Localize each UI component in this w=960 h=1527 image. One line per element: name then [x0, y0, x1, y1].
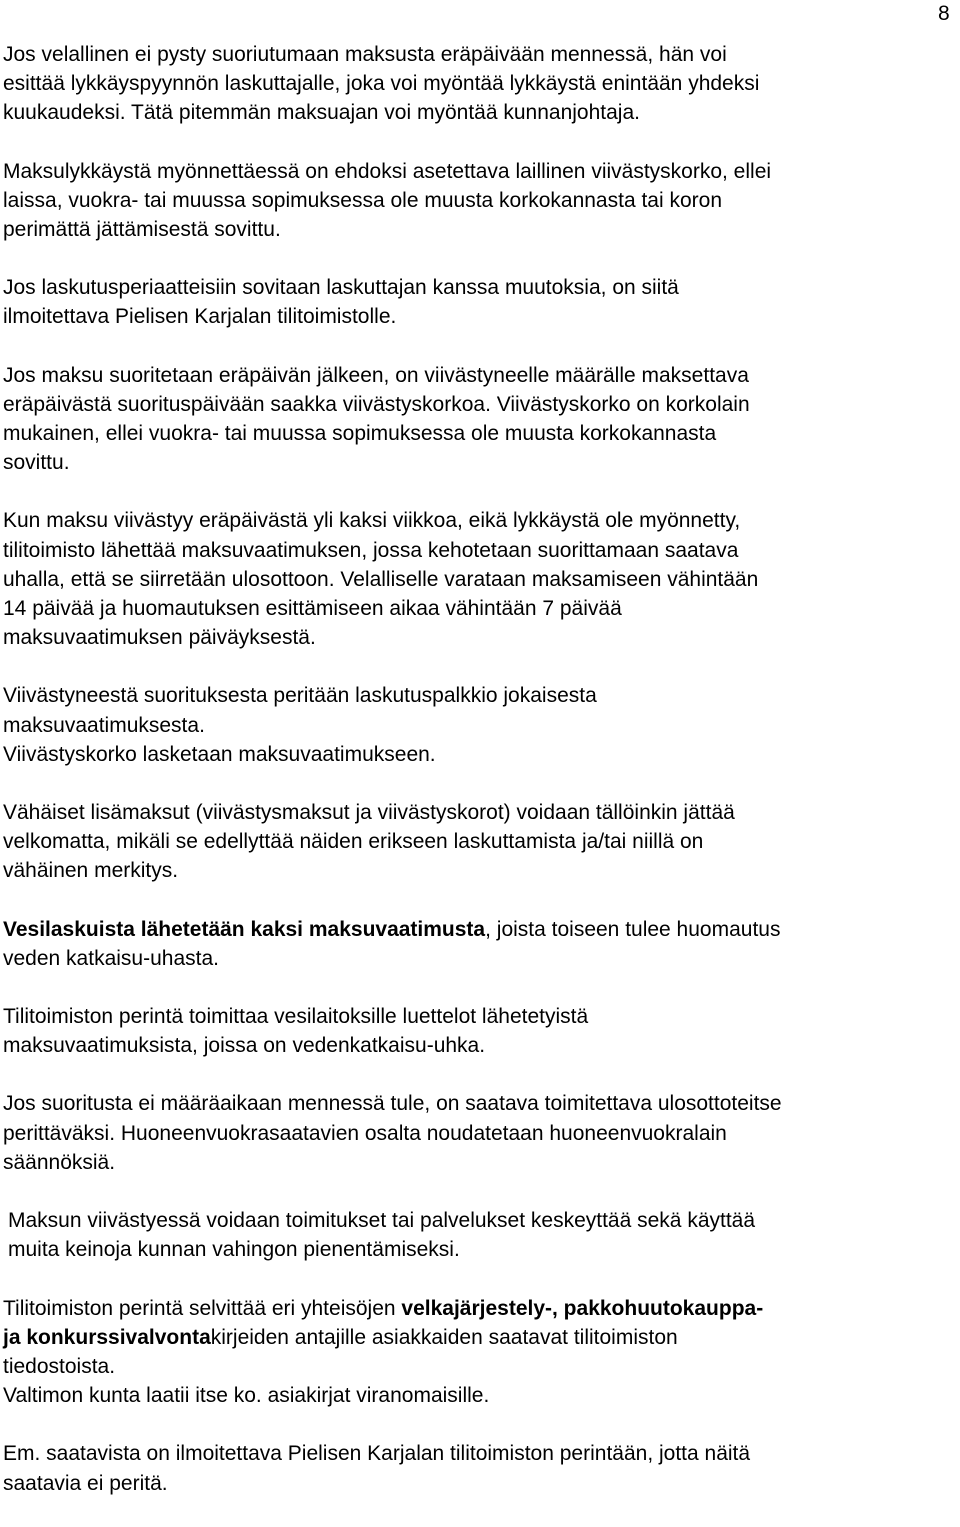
paragraph-water-list [3, 1002, 958, 1060]
text-line: uhalla, että se siirretään ulosottoon. Velalliselle varataan maksamiseen vähintään [3, 567, 759, 591]
paragraph-billing-fee [3, 681, 958, 769]
paragraph-late-interest [3, 361, 958, 478]
text-line: maksuvaatimuksen päiväyksestä. [3, 626, 316, 650]
text-line: veden katkaisu-uhasta. [3, 946, 219, 970]
text-line: vähäinen merkitys. [3, 859, 179, 883]
paragraph-deferral-request [3, 40, 958, 128]
document-body [3, 40, 958, 1527]
text-line: tiedostoista. [3, 1354, 116, 1378]
text-line: Viivästyneestä suorituksesta peritään laskutuspalkkio jokaisesta [3, 684, 597, 708]
paragraph-enforcement [3, 1089, 958, 1177]
text-span: , joista toiseen tulee huomautus [485, 917, 781, 941]
text-line: Viivästyskorko lasketaan maksuvaatimukseen. [3, 742, 436, 766]
bold-text: Vesilaskuista lähetetään kaksi maksuvaatimusta [3, 917, 486, 941]
text-line: Maksun viivästyessä voidaan toimitukset tai palvelukset keskeyttää sekä käyttää [8, 1209, 756, 1233]
text-line: Valtimon kunta laatii itse ko. asiakirjat viranomaisille. [3, 1384, 490, 1408]
text-line: esittää lykkäyspyynnön laskuttajalle, joka voi myöntää lykkäystä enintään yhdeksi [3, 72, 760, 96]
bold-text: velkajärjestely-, pakkohuutokauppa- [401, 1296, 764, 1320]
page-number: 8 [938, 2, 950, 25]
bold-text: ja konkurssivalvonta [3, 1325, 211, 1349]
paragraph-minor-charges [3, 798, 958, 886]
text-line: kuukaudeksi. Tätä pitemmän maksuajan voi myöntää kunnanjohtaja. [3, 101, 640, 125]
text-line [3, 1294, 958, 1323]
text-line: perittäväksi. Huoneenvuokrasaatavien osalta noudatetaan huoneenvuokralain [3, 1121, 727, 1145]
text-line: muita keinoja kunnan vahingon pienentämiseksi. [8, 1238, 460, 1262]
text-line: Em. saatavista on ilmoitettava Pielisen Karjalan tilitoimiston perintään, jotta näitä [3, 1442, 751, 1466]
text-line: laissa, vuokra- tai muussa sopimuksessa ole muusta korkokannasta tai koron [3, 188, 723, 212]
paragraph-water-bills [3, 915, 958, 973]
text-line: Vähäiset lisämaksut (viivästysmaksut ja viivästyskorot) voidaan tällöinkin jättää [3, 801, 735, 825]
paragraph-collection-notice [3, 1439, 958, 1497]
paragraph-service-suspension [3, 1206, 958, 1264]
text-line: ilmoitettava Pielisen Karjalan tilitoimistolle. [3, 305, 397, 329]
text-line: tilitoimisto lähettää maksuvaatimuksen, jossa kehotetaan suorittamaan saatava [3, 538, 739, 562]
text-line: Tilitoimiston perintä toimittaa vesilaitoksille luettelot lähetetyistä [3, 1005, 589, 1029]
text-line: perimättä jättämisestä sovittu. [3, 218, 281, 242]
paragraph-debt-statements [3, 1294, 958, 1411]
text-line: velkomatta, mikäli se edellyttää näiden erikseen laskuttamista ja/tai niillä on [3, 830, 704, 854]
text-line: Maksulykkäystä myönnettäessä on ehdoksi asetettava laillinen viivästyskorko, ellei [3, 159, 772, 183]
text-span: Tilitoimiston perintä selvittää eri yhteisöjen [3, 1296, 402, 1320]
text-line [3, 1323, 958, 1352]
paragraph-deferral-interest [3, 157, 958, 245]
text-line: Jos maksu suoritetaan eräpäivän jälkeen, on viivästyneelle määrälle maksettava [3, 363, 749, 387]
text-line: säännöksiä. [3, 1150, 116, 1174]
text-line: Jos velallinen ei pysty suoriutumaan maksusta eräpäivään mennessä, hän voi [3, 43, 727, 66]
text-line: maksuvaatimuksesta. [3, 713, 205, 737]
text-line: maksuvaatimuksista, joissa on vedenkatkaisu-uhka. [3, 1034, 486, 1058]
paragraph-payment-demand [3, 506, 958, 652]
text-line: eräpäivästä suorituspäivään saakka viivästyskorkoa. Viivästyskorko on korkolain [3, 392, 750, 416]
text-line: sovittu. [3, 451, 70, 475]
text-line: mukainen, ellei vuokra- tai muussa sopimuksessa ole muusta korkokannasta [3, 422, 717, 446]
paragraph-billing-changes [3, 273, 958, 331]
text-line: 14 päivää ja huomautuksen esittämiseen aikaa vähintään 7 päivää [3, 597, 622, 621]
text-span: kirjeiden antajille asiakkaiden saatavat tilitoimiston [210, 1325, 678, 1349]
text-line [3, 915, 958, 944]
text-line: saatavia ei peritä. [3, 1471, 168, 1495]
text-line: Jos laskutusperiaatteisiin sovitaan laskuttajan kanssa muutoksia, on siitä [3, 276, 679, 300]
text-line: Kun maksu viivästyy eräpäivästä yli kaksi viikkoa, eikä lykkäystä ole myönnetty, [3, 509, 741, 533]
text-line: Jos suoritusta ei määräaikaan mennessä tule, on saatava toimitettava ulosottoteitse [3, 1092, 782, 1116]
